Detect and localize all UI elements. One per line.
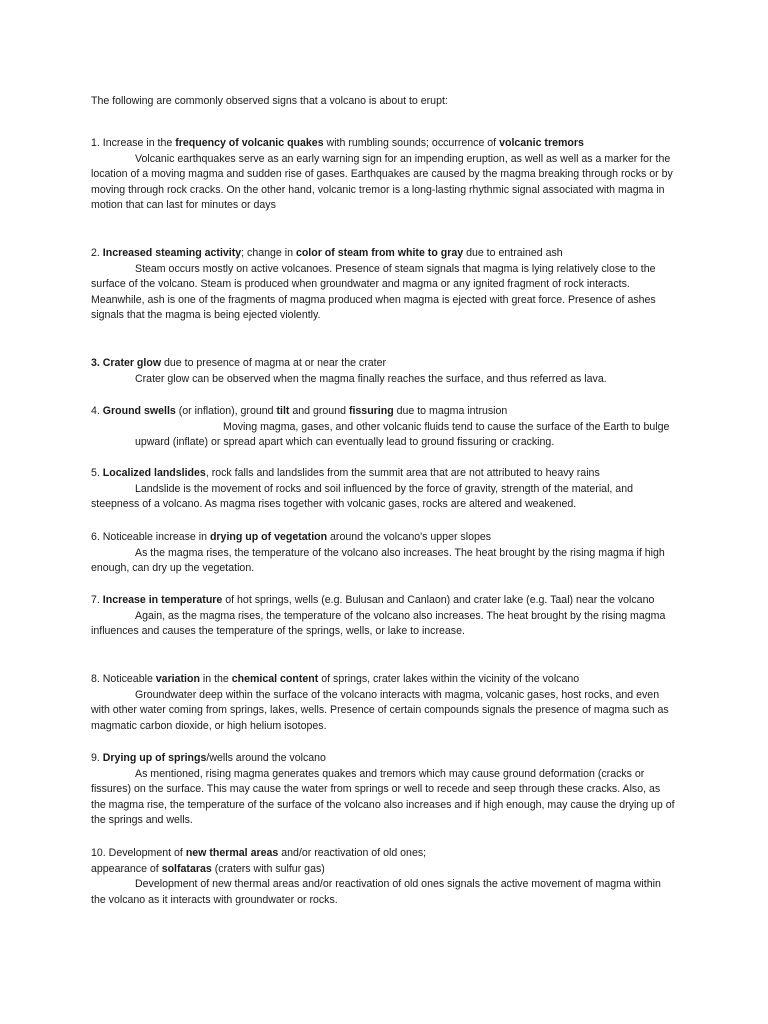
sign-heading: 2. Increased steaming activity; change in color of steam from white to gray due to entrained ash [91,247,563,259]
sign-item-3 [91,356,676,387]
sign-heading: 8. Noticeable variation in the chemical content of springs, crater lakes within the vicinity of the volcano [91,673,580,685]
sign-item-7 [91,593,676,640]
sign-heading-line-2: appearance of solfataras (craters with sulfur gas) [91,862,325,875]
sign-description: Volcanic earthquakes serve as an early warning sign for an impending eruption, as well as well as a marker for the location of a moving magma and sudden rise of gases. Earthquakes are caused by the magma breaking through rocks or by moving through rock cracks. On the other hand, volcanic tremor is a long-lasting rhythmic signal associated with magma in motion that can last for minutes or days [91,152,673,212]
sign-description: Steam occurs mostly on active volcanoes. Presence of steam signals that magma is lying relatively close to the surface of the volcano. Steam is produced when groundwater and magma or any ignited fragment of rock interacts. Meanwhile, ash is one of the fragments of magma produced when magma is ejected with great force. Presence of ashes signals that the magma is being ejected violently. [91,262,656,322]
sign-heading: 7. Increase in temperature of hot springs, wells (e.g. Bulusan and Canlaon) and crater lake (e.g. Taal) near the volcano [91,594,655,606]
sign-item-10 [91,846,676,908]
sign-heading: 1. Increase in the frequency of volcanic quakes with rumbling sounds; occurrence of volcanic tremors [91,137,584,149]
intro-text: The following are commonly observed signs that a volcano is about to erupt: [91,95,448,107]
sign-item-2 [91,246,676,324]
sign-description: Again, as the magma rises, the temperature of the volcano also increases. The heat brought by the rising magma influences and causes the temperature of the springs, wells, or lake to increase. [91,609,666,638]
sign-heading: 6. Noticeable increase in drying up of vegetation around the volcano's upper slopes [91,531,492,543]
sign-description: Crater glow can be observed when the magma finally reaches the surface, and thus referred as lava. [135,372,607,385]
sign-description: Landslide is the movement of rocks and soil influenced by the force of gravity, strength of the material, and steepness of a volcano. As magma rises together with volcanic gases, rocks are altered and weakened. [91,482,633,511]
sign-heading: 5. Localized landslides, rock falls and landslides from the summit area that are not attributed to heavy rains [91,467,600,479]
sign-item-5 [91,466,676,513]
sign-description: Development of new thermal areas and/or reactivation of old ones signals the active movement of magma within the volcano as it interacts with groundwater or rocks. [91,878,661,906]
sign-heading: 9. Drying up of springs/wells around the volcano [91,752,326,764]
sign-item-8 [91,672,676,734]
sign-description: Moving magma, gases, and other volcanic fluids tend to cause the surface of the Earth to bulge upward (inflate) or spread apart which can eventually lead to ground fissuring or cracking. [135,420,670,449]
sign-heading: 10. Development of new thermal areas and/or reactivation of old ones; [91,847,427,859]
sign-item-4 [91,404,676,451]
sign-heading: 4. Ground swells (or inflation), ground tilt and ground fissuring due to magma intrusion [91,405,508,417]
sign-heading: 3. Crater glow due to presence of magma at or near the crater [91,357,387,369]
sign-item-1 [91,136,676,214]
sign-description: As the magma rises, the temperature of the volcano also increases. The heat brought by the rising magma if high enough, can dry up the vegetation. [91,546,665,575]
sign-description: As mentioned, rising magma generates quakes and tremors which may cause ground deformation (cracks or fissures) on the surface. This may cause the water from springs or well to recede and seep through these cracks. Also, as the magma rise, the temperature of the surface of the volcano also increases and if high enough, may cause the drying up of the springs and wells. [91,767,675,827]
sign-item-9 [91,751,676,829]
sign-description: Groundwater deep within the surface of the volcano interacts with magma, volcanic gases, host rocks, and even with other water coming from springs, lakes, wells. Presence of certain compounds signals the presence of magma such as magmatic carbon dioxide, or high helium isotopes. [91,688,669,732]
sign-item-6 [91,530,676,577]
